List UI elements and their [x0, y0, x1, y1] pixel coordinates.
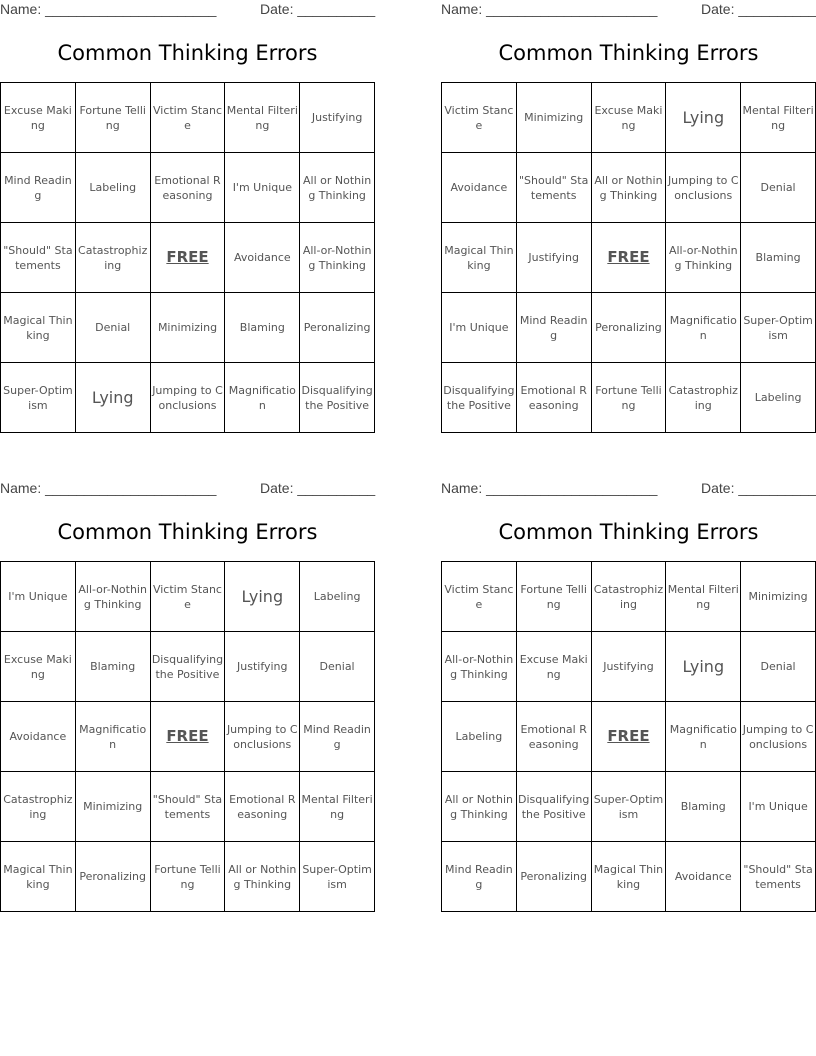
date-field-label: Date: __________ — [260, 480, 376, 496]
bingo-cell: Peronalizing — [300, 293, 375, 363]
bingo-cell: Lying — [666, 632, 741, 702]
bingo-cell: Lying — [225, 562, 300, 632]
bingo-cell: Labeling — [442, 702, 517, 772]
bingo-cell: All-or-Nothing Thinking — [75, 562, 150, 632]
bingo-cell: All-or-Nothing Thinking — [666, 223, 741, 293]
bingo-cell: Avoidance — [666, 842, 741, 912]
bingo-cell: Super-Optimism — [591, 772, 666, 842]
bingo-cell: All or Nothing Thinking — [442, 772, 517, 842]
bingo-card-4 — [441, 479, 816, 919]
bingo-cell: Blaming — [75, 632, 150, 702]
bingo-cell: Excuse Making — [591, 83, 666, 153]
bingo-cell: Mind Reading — [300, 702, 375, 772]
bingo-cell: "Should" Statements — [150, 772, 225, 842]
name-field-label: Name: ______________________ — [441, 1, 658, 17]
bingo-cell: Catastrophizing — [666, 363, 741, 433]
bingo-cell: Magical Thinking — [591, 842, 666, 912]
bingo-cell: Peronalizing — [516, 842, 591, 912]
bingo-cell: Mind Reading — [516, 293, 591, 363]
bingo-cell: I'm Unique — [442, 293, 517, 363]
bingo-grid — [0, 561, 375, 912]
bingo-cell: Blaming — [666, 772, 741, 842]
bingo-cell: Super-Optimism — [741, 293, 816, 363]
bingo-cell: Justifying — [516, 223, 591, 293]
bingo-cell: Disqualifying the Positive — [300, 363, 375, 433]
bingo-cell: Jumping to Conclusions — [666, 153, 741, 223]
grid-row — [442, 293, 816, 363]
grid-row — [442, 363, 816, 433]
bingo-cell: Peronalizing — [75, 842, 150, 912]
bingo-cell: Avoidance — [1, 702, 76, 772]
bingo-cell: Minimizing — [741, 562, 816, 632]
bingo-cell: Victim Stance — [150, 562, 225, 632]
bingo-cell: Labeling — [741, 363, 816, 433]
card-header — [441, 480, 816, 500]
bingo-cell: Catastrophizing — [75, 223, 150, 293]
bingo-cell: Magical Thinking — [1, 842, 76, 912]
bingo-cell: Mental Filtering — [666, 562, 741, 632]
bingo-cell: Emotional Reasoning — [225, 772, 300, 842]
grid-row — [1, 363, 375, 433]
bingo-grid — [441, 561, 816, 912]
grid-row — [1, 153, 375, 223]
bingo-cell: Magnification — [666, 293, 741, 363]
bingo-cell: Labeling — [75, 153, 150, 223]
bingo-card-3 — [0, 479, 375, 919]
grid-row — [1, 702, 375, 772]
bingo-cell: Super-Optimism — [300, 842, 375, 912]
bingo-card-2 — [441, 0, 816, 440]
bingo-cell: All or Nothing Thinking — [591, 153, 666, 223]
bingo-cell: Victim Stance — [442, 83, 517, 153]
bingo-cell: Emotional Reasoning — [516, 363, 591, 433]
bingo-cell: All-or-Nothing Thinking — [442, 632, 517, 702]
bingo-card-1 — [0, 0, 375, 440]
bingo-cell: Lying — [75, 363, 150, 433]
bingo-cell: Magnification — [225, 363, 300, 433]
bingo-cell: Mind Reading — [442, 842, 517, 912]
bingo-cell: Lying — [666, 83, 741, 153]
grid-row — [1, 562, 375, 632]
bingo-cell: Emotional Reasoning — [516, 702, 591, 772]
bingo-cell: Magnification — [666, 702, 741, 772]
bingo-cell: Avoidance — [442, 153, 517, 223]
date-field-label: Date: __________ — [260, 1, 376, 17]
bingo-grid — [441, 82, 816, 433]
grid-row — [1, 632, 375, 702]
bingo-cell: Fortune Telling — [591, 363, 666, 433]
free-space: FREE — [591, 702, 666, 772]
free-space: FREE — [150, 223, 225, 293]
bingo-cell: Magical Thinking — [1, 293, 76, 363]
bingo-cell: Mental Filtering — [741, 83, 816, 153]
bingo-cell: Jumping to Conclusions — [741, 702, 816, 772]
bingo-cell: All or Nothing Thinking — [300, 153, 375, 223]
bingo-cell: I'm Unique — [225, 153, 300, 223]
bingo-cell: Peronalizing — [591, 293, 666, 363]
name-field-label: Name: ______________________ — [441, 480, 658, 496]
bingo-cell: All or Nothing Thinking — [225, 842, 300, 912]
bingo-cell: Jumping to Conclusions — [150, 363, 225, 433]
bingo-cell: Fortune Telling — [150, 842, 225, 912]
bingo-cell: Justifying — [225, 632, 300, 702]
grid-row — [1, 223, 375, 293]
grid-row — [1, 772, 375, 842]
bingo-cell: "Should" Statements — [741, 842, 816, 912]
grid-row — [1, 83, 375, 153]
bingo-cell: Fortune Telling — [516, 562, 591, 632]
bingo-cell: Catastrophizing — [1, 772, 76, 842]
card-title: Common Thinking Errors — [57, 520, 318, 544]
bingo-cell: Victim Stance — [150, 83, 225, 153]
bingo-cell: Magical Thinking — [442, 223, 517, 293]
bingo-cell: Super-Optimism — [1, 363, 76, 433]
bingo-cell: Avoidance — [225, 223, 300, 293]
grid-row — [442, 842, 816, 912]
grid-row — [1, 842, 375, 912]
grid-row — [442, 702, 816, 772]
grid-row — [442, 772, 816, 842]
free-space: FREE — [591, 223, 666, 293]
grid-row — [442, 632, 816, 702]
date-field-label: Date: __________ — [701, 480, 816, 496]
bingo-cell: Mental Filtering — [225, 83, 300, 153]
grid-row — [442, 562, 816, 632]
bingo-cell: Justifying — [591, 632, 666, 702]
bingo-cell: Victim Stance — [442, 562, 517, 632]
bingo-cell: Disqualifying the Positive — [150, 632, 225, 702]
bingo-cell: Labeling — [300, 562, 375, 632]
name-field-label: Name: ______________________ — [0, 480, 217, 496]
bingo-cell: Excuse Making — [1, 83, 76, 153]
card-title: Common Thinking Errors — [498, 41, 759, 65]
bingo-cell: "Should" Statements — [1, 223, 76, 293]
date-field-label: Date: __________ — [701, 1, 816, 17]
bingo-cell: Magnification — [75, 702, 150, 772]
bingo-cell: Disqualifying the Positive — [442, 363, 517, 433]
bingo-cell: Disqualifying the Positive — [516, 772, 591, 842]
grid-row — [442, 83, 816, 153]
card-header — [441, 1, 816, 21]
bingo-cell: Minimizing — [75, 772, 150, 842]
card-header — [0, 480, 375, 500]
grid-row — [442, 153, 816, 223]
card-title: Common Thinking Errors — [57, 41, 318, 65]
grid-row — [442, 223, 816, 293]
bingo-cell: Mind Reading — [1, 153, 76, 223]
bingo-cell: Jumping to Conclusions — [225, 702, 300, 772]
grid-row — [1, 293, 375, 363]
bingo-cell: All-or-Nothing Thinking — [300, 223, 375, 293]
bingo-cell: I'm Unique — [1, 562, 76, 632]
bingo-cell: Denial — [741, 153, 816, 223]
bingo-cell: Justifying — [300, 83, 375, 153]
bingo-cell: Denial — [300, 632, 375, 702]
card-title: Common Thinking Errors — [498, 520, 759, 544]
bingo-cell: Emotional Reasoning — [150, 153, 225, 223]
free-space: FREE — [150, 702, 225, 772]
bingo-cell: Denial — [741, 632, 816, 702]
bingo-cell: I'm Unique — [741, 772, 816, 842]
bingo-cell: Denial — [75, 293, 150, 363]
bingo-cell: Catastrophizing — [591, 562, 666, 632]
bingo-cell: Mental Filtering — [300, 772, 375, 842]
bingo-grid — [0, 82, 375, 433]
name-field-label: Name: ______________________ — [0, 1, 217, 17]
bingo-cell: "Should" Statements — [516, 153, 591, 223]
bingo-cell: Excuse Making — [1, 632, 76, 702]
bingo-cell: Blaming — [225, 293, 300, 363]
bingo-cell: Excuse Making — [516, 632, 591, 702]
card-header — [0, 1, 375, 21]
bingo-cell: Minimizing — [150, 293, 225, 363]
bingo-cell: Blaming — [741, 223, 816, 293]
bingo-cell: Fortune Telling — [75, 83, 150, 153]
bingo-cell: Minimizing — [516, 83, 591, 153]
